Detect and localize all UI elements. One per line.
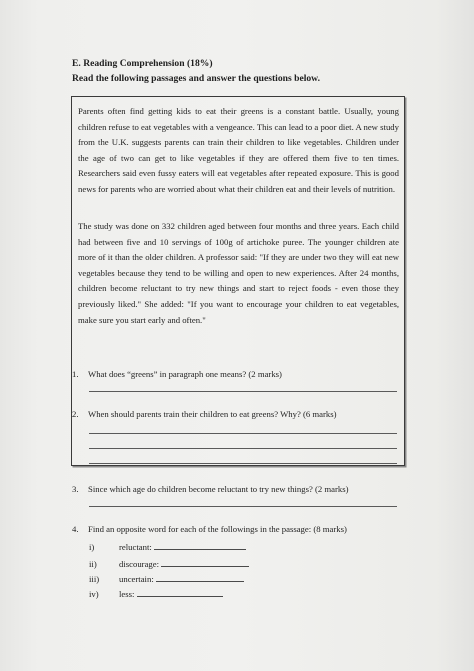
item-numeral: ii) xyxy=(89,559,97,569)
question-number: 1. xyxy=(72,369,79,379)
question-text: Since which age do children become reluctant to try new things? (2 marks) xyxy=(88,484,349,494)
answer-line[interactable] xyxy=(89,391,397,392)
item-numeral: iii) xyxy=(89,574,100,584)
passage-paragraph-2: The study was done on 332 children aged between four months and three years. Each child had between five and 10 servings of 100g of artichoke puree. The younger children ate more of it than the older children. A professor said: "If they are under two they will eat new vegetables because they tend to be willing and open to new experiences. After 24 months, children become reluctant to try new things and start to reject foods - even those they previously liked." She added: "If you want to encourage your children to eat vegetables, make sure you start early and often." xyxy=(78,221,399,325)
question-3 xyxy=(72,484,349,495)
word-item-1 xyxy=(89,541,246,553)
answer-blank[interactable] xyxy=(156,573,244,582)
question-number: 4. xyxy=(72,524,79,534)
item-word: discourage: xyxy=(119,559,160,569)
question-1 xyxy=(72,369,282,380)
answer-blank[interactable] xyxy=(154,541,246,550)
answer-blank[interactable] xyxy=(161,558,249,567)
answer-line[interactable] xyxy=(89,506,397,507)
question-text: When should parents train their children to eat greens? Why? (6 marks) xyxy=(88,409,337,419)
question-number: 3. xyxy=(72,484,79,494)
answer-line[interactable] xyxy=(89,448,397,449)
answer-line[interactable] xyxy=(89,433,397,434)
passage-paragraph-1: Parents often find getting kids to eat their greens is a constant battle. Usually, young children refuse to eat vegetables with a vengeance. This can lead to a poor diet. A new study from the U.K. suggests parents can train their children to like vegetables. Children under the age of two can get to like vegetables if they are offered them five to ten times. Researchers said even fussy eaters will eat vegetables after repeated exposure. This is good news for parents who are worried about what their children eat and their levels of nutrition. xyxy=(78,106,399,194)
item-word: less: xyxy=(119,589,135,599)
question-number: 2. xyxy=(72,409,79,419)
word-item-3 xyxy=(89,573,244,585)
word-item-4 xyxy=(89,588,223,600)
question-2 xyxy=(72,409,337,420)
item-numeral: iv) xyxy=(89,589,99,599)
item-word: uncertain: xyxy=(119,574,154,584)
question-text: What does “greens” in paragraph one means? (2 marks) xyxy=(88,369,282,379)
question-4 xyxy=(72,524,347,535)
item-numeral: i) xyxy=(89,542,95,552)
section-title: E. Reading Comprehension (18%) xyxy=(72,58,213,69)
item-word: reluctant: xyxy=(119,542,152,552)
answer-line[interactable] xyxy=(89,463,397,464)
word-item-2 xyxy=(89,558,249,570)
answer-blank[interactable] xyxy=(137,588,223,597)
question-text: Find an opposite word for each of the followings in the passage: (8 marks) xyxy=(88,524,347,534)
instructions: Read the following passages and answer the questions below. xyxy=(72,73,320,84)
